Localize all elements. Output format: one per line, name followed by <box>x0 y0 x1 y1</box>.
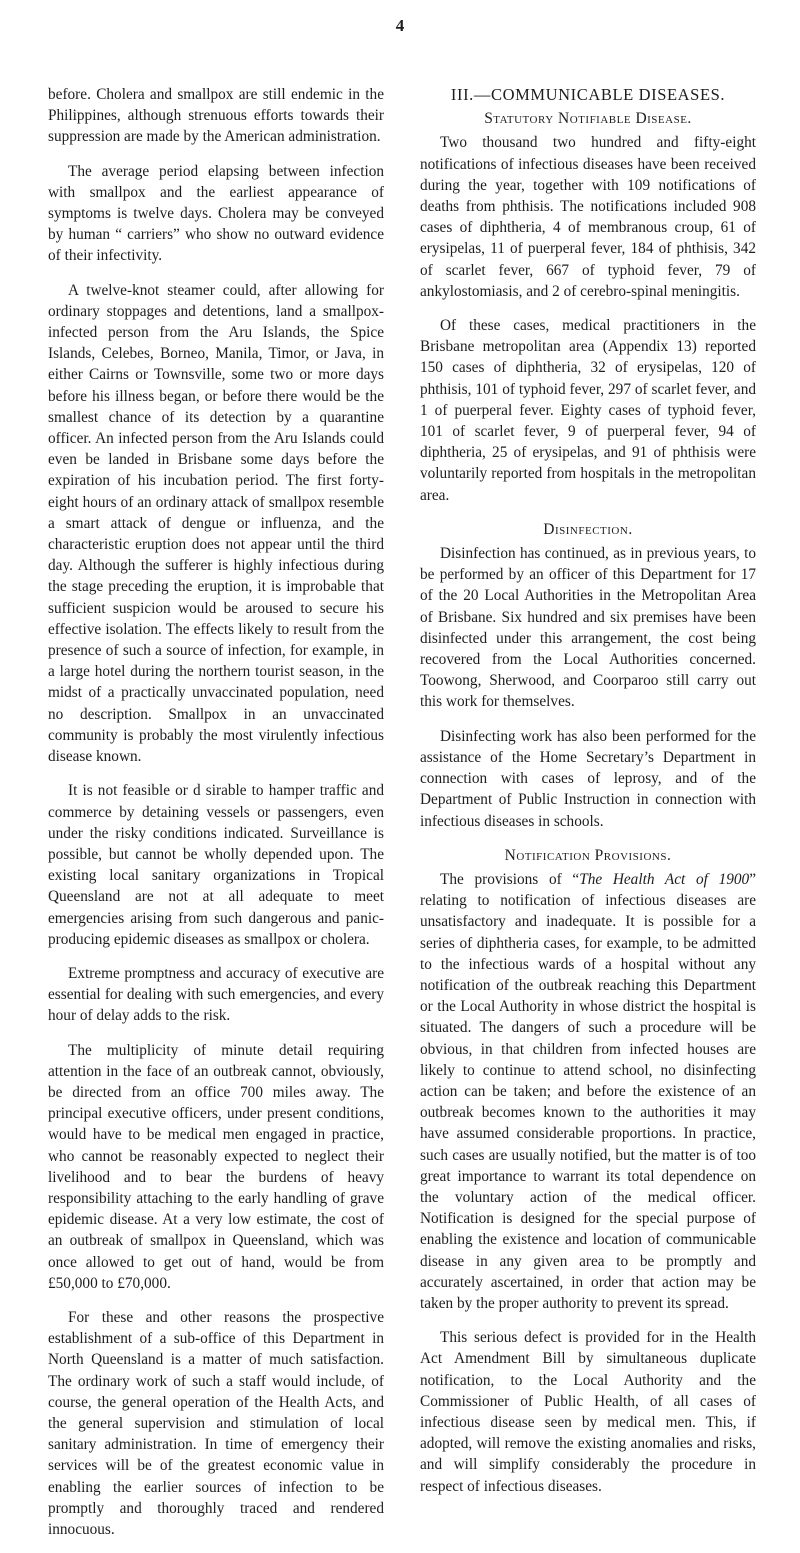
paragraph: It is not feasible or d sirable to hamper traffic and commerce by detaining vessels or passengers, even under the risky conditions indicated. Surveillance is possible, but cannot be wholly depended upon. The existing local sanitary organizations in Tropical Queensland are not at all adequate to meet emergencies arising from such dangerous and panic-producing epidemic diseases as smallpox or cholera. <box>48 782 384 948</box>
left-column <box>48 84 384 1553</box>
paragraph: The multiplicity of minute detail requiring attention in the face of an outbreak cannot, obviously, be directed from an office 700 miles away. The principal executive officers, under present conditions, would have to be medical men engaged in practice, who cannot be reasonably expected to neglect their livelihood and to bear the burdens of heavy responsibility attaching to the early handling of grave epidemic disease. At a very low estimate, the cost of an outbreak of smallpox in Queensland, which was once allowed to get out of hand, would be from £50,000 to £70,000. <box>48 1041 384 1292</box>
paragraph: This serious defect is provided for in the Health Act Amendment Bill by simultaneous duplicate notification, to the Local Authority and the Commissioner of Public Health, of all cases of infectious disease seen by medical men. This, if adopted, will remove the existing anomalies and risks, and will simplify considerably the procedure in respect of infectious diseases. <box>420 1329 756 1495</box>
section-heading: III.—COMMUNICABLE DISEASES. <box>450 85 726 104</box>
page-number: 4 <box>395 16 405 35</box>
paragraph: Extreme promptness and accuracy of executive are essential for dealing with such emergencies, and every hour of delay adds to the risk. <box>48 964 384 1025</box>
paragraph: before. Cholera and smallpox are still endemic in the Philippines, although strenuous efforts towards their suppression are made by the American administration. <box>48 86 384 146</box>
paragraph <box>420 869 756 1314</box>
paragraph: The average period elapsing between infection with smallpox and the earliest appearance of symptoms is twelve days. Cholera may be conveyed by human “ carriers” who show no outward evidence of their infectivity. <box>48 162 384 265</box>
paragraph: A twelve-knot steamer could, after allowing for ordinary stoppages and detentions, land a smallpox-infected person from the Aru Islands, the Spice Islands, Celebes, Borneo, Manila, Timor, or Java, in either Cairns or Townsville, some two or more days before his illness began, or before there would be the smallest chance of its detection by a quarantine officer. An infected person from the Aru Islands could even be landed in Brisbane some days before the expiration of his incubation period. The first forty-eight hours of an ordinary attack of smallpox resemble a smart attack of dengue or influenza, and the characteristic eruption does not appear until the third day. Although the sufferer is highly infectious during the stage preceding the eruption, it is improbable that sufficient suspicion would be aroused to secure his effective isolation. The effects likely to result from the presence of such a source of infection, for example, in a large hotel during the northern tourist season, in the midst of a practically unvaccinated population, need no description. Smallpox in an unvaccinated community is probably the most virulently infectious disease known. <box>48 281 384 766</box>
act-title: The Health Act of 1900 <box>579 870 750 888</box>
text-segment: ” relating to notification of infectious diseases are unsatisfactory and inadequate. It is possible for a series of diphtheria cases, for example, to be admitted to the infectious wards of a hospital without any notification of the outbreak reaching this Department or the Local Authority in whose district the hospital is situated. The dangers of such a procedure will be obvious, in that children from infected houses are likely to continue to attend school, no disinfecting action can be taken; and before the existence of an outbreak becomes known to the authorities it may have assumed considerable proportions. In practice, such cases are usually notified, but the matter is of too great importance to warrant its total dependence on the voluntary action of the medical officer. Notification is designed for the special purpose of enabling the existence and location of communicable disease in any given area to be promptly and accurately ascertained, in order that action may be taken by the proper authority to prevent its spread. <box>420 870 756 1312</box>
right-column <box>420 84 756 1510</box>
paragraph: Two thousand two hundred and fifty-eight notifications of infectious diseases have been received during the year, together with 109 notifications of deaths from phthisis. The notifications included 908 cases of diphtheria, 4 of membranous croup, 61 of erysipelas, 11 of puerperal fever, 184 of phthisis, 342 of scarlet fever, 667 of typhoid fever, 79 of ankylostomiasis, and 2 of cerebro-spinal meningitis. <box>420 134 756 300</box>
text-segment: The provisions of “ <box>440 870 580 888</box>
subheading-disinfection: Disinfection. <box>543 520 633 538</box>
paragraph: For these and other reasons the prospective establishment of a sub-office of this Department in North Queensland is a matter of much satisfaction. The ordinary work of such a staff would include, of course, the general operation of the Health Acts, and the general supervision and stimulation of local sanitary administration. In time of emergency their services will be of the greatest economic value in enabling the earlier sources of infection to be promptly and thoroughly traced and rendered innocuous. <box>48 1308 384 1538</box>
subheading-notifiable-disease: Statutory Notifiable Disease. <box>484 110 692 128</box>
paragraph: Disinfection has continued, as in previous years, to be performed by an officer of this Department for 17 of the 20 Local Authorities in the Metropolitan Area of Brisbane. Six hundred and six premises have been disinfected under this arrangement, the cost being recovered from the Local Authorities concerned. Toowong, Sherwood, and Coorparoo still carry out this work for themselves. <box>420 545 756 711</box>
paragraph: Of these cases, medical practitioners in the Brisbane metropolitan area (Appendix 13) reported 150 cases of diphtheria, 32 of erysipelas, 120 of phthisis, 101 of typhoid fever, 297 of scarlet fever, and 1 of puerperal fever. Eighty cases of typhoid fever, 101 of scarlet fever, 9 of puerperal fever, 94 of diphtheria, 25 of erysipelas, and 91 of phthisis were voluntarily reported from hospitals in the metropolitan area. <box>420 317 756 504</box>
subheading-notification-provisions: Notification Provisions. <box>504 846 672 864</box>
paragraph: Disinfecting work has also been performed for the assistance of the Home Secretary’s Department in connection with cases of leprosy, and of the Department of Public Instruction in connection with infectious diseases in schools. <box>420 727 756 830</box>
